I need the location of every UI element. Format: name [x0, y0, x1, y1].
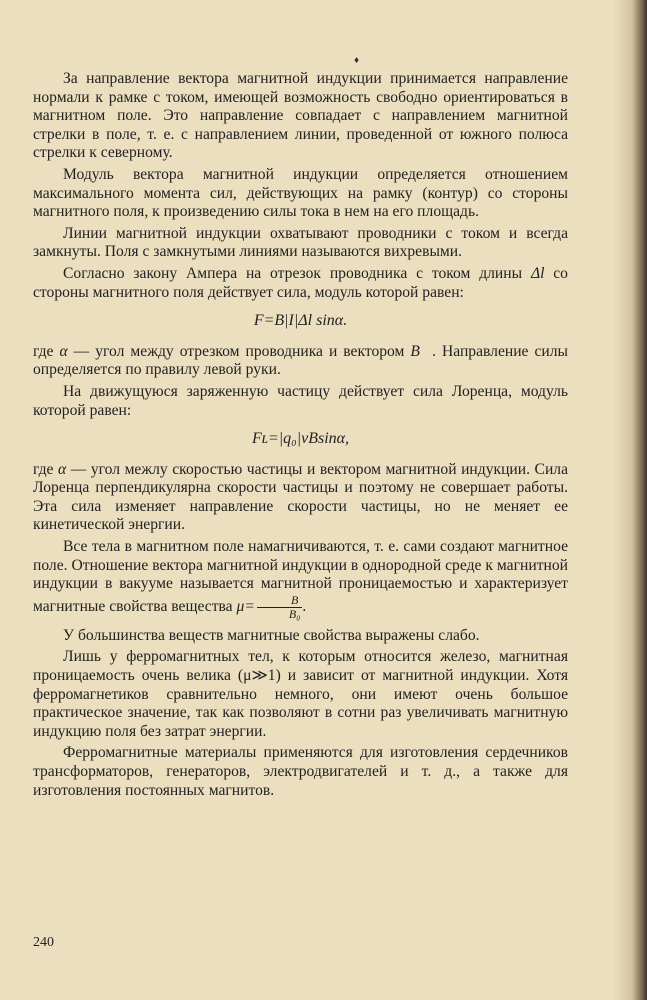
ampere-text-a: Согласно закону Ампера на отрезок проводника с током длины	[63, 264, 523, 282]
vector-b-symbol: B⃗	[410, 342, 433, 360]
alpha-symbol: α	[59, 342, 68, 360]
paragraph-ampere	[33, 265, 568, 302]
top-mark: ♦	[354, 55, 360, 66]
alpha-symbol-2: α	[58, 460, 67, 478]
lorentz-text-b: — угол межлу скоростью частицы и вектором магнитной индукции. Сила Лоренца перпендикулярна скорости частицы и поэтому не совершает работы. Эта сила изменяет направление скорости частицы, но не меняет ее кинетической энергии.	[33, 460, 568, 534]
paragraph-lorentz: На движущуюся заряженную частицу действует сила Лоренца, модуль которой равен:	[33, 382, 568, 419]
mu-symbol: μ=	[236, 597, 255, 615]
permeability-text: Все тела в магнитном поле намагничиваются, т. е. сами создают магнитное поле. Отношение вектора магнитной индукции в однородной среде к магнитной индукции в вакууме называется магнитной проницаемостью и характеризует магнитные свойства вещества	[33, 538, 568, 615]
delta-l-symbol: Δl	[530, 264, 545, 282]
ampere-text-b: со стороны магнитного поля действует сила, модуль которой равен:	[33, 264, 568, 301]
paragraph-permeability	[33, 538, 568, 621]
fraction-denominator: B₀	[288, 606, 301, 621]
paragraph-angle	[33, 343, 568, 380]
paragraph-weak-properties: У большинства веществ магнитные свойства выражены слабо.	[63, 626, 480, 644]
ampere-formula: F=B|I|Δl sinα.	[253, 312, 348, 330]
permeability-end: .	[302, 597, 307, 615]
paragraph-field-lines: Линии магнитной индукции охватывают проводники с током и всегда замкнуты. Поля с замкнутыми линиями называются вихревыми.	[33, 224, 568, 261]
angle-text-a: где	[33, 342, 54, 360]
paragraph-applications: Ферромагнитные материалы применяются для изготовления сердечников трансформаторов, генераторов, электродвигателей и т. д., а также для изготовления постоянных магнитов.	[33, 744, 568, 799]
angle-text-c: . Направление силы определяется по правилу левой руки.	[33, 342, 568, 379]
lorentz-text-a: где	[33, 460, 54, 478]
mu-fraction	[257, 594, 303, 621]
paragraph-ferromagnets: Лишь у ферромагнитных тел, к которым относится железо, магнитная проницаемость очень велика (μ≫1) и зависит от магнитной индукции. Хотя ферромагнетиков сравнительно немного, они имеют очень большое практическое значение, так как позволяют в сотни раз увеличивать магнитную индукцию поля без затрат энергии.	[33, 648, 568, 740]
angle-text-b: — угол между отрезком проводника и вектором	[73, 342, 405, 360]
paragraph-lorentz-angle	[33, 461, 568, 535]
lorentz-formula: Fʟ=|q₀|vBsinα,	[251, 430, 350, 448]
paragraph-modulus: Модуль вектора магнитной индукции определяется отношением максимального момента сил, действующих на рамку (контур) со стороны магнитного поля, к произведению силы тока в нем на его площадь.	[33, 165, 568, 221]
document-body	[33, 70, 568, 803]
page-edge-shadow	[613, 0, 647, 1000]
page-number: 240	[33, 935, 54, 950]
paragraph-direction: За направление вектора магнитной индукции принимается направление нормали к рамке с током, имеющей возможность свободно ориентироваться в магнитном поле. Это направление совпадает с направлением магнитной стрелки в поле, т. е. с направлением линии, проведенной от южного полюса стрелки к северному.	[33, 70, 568, 162]
fraction-numerator: B	[257, 594, 303, 608]
